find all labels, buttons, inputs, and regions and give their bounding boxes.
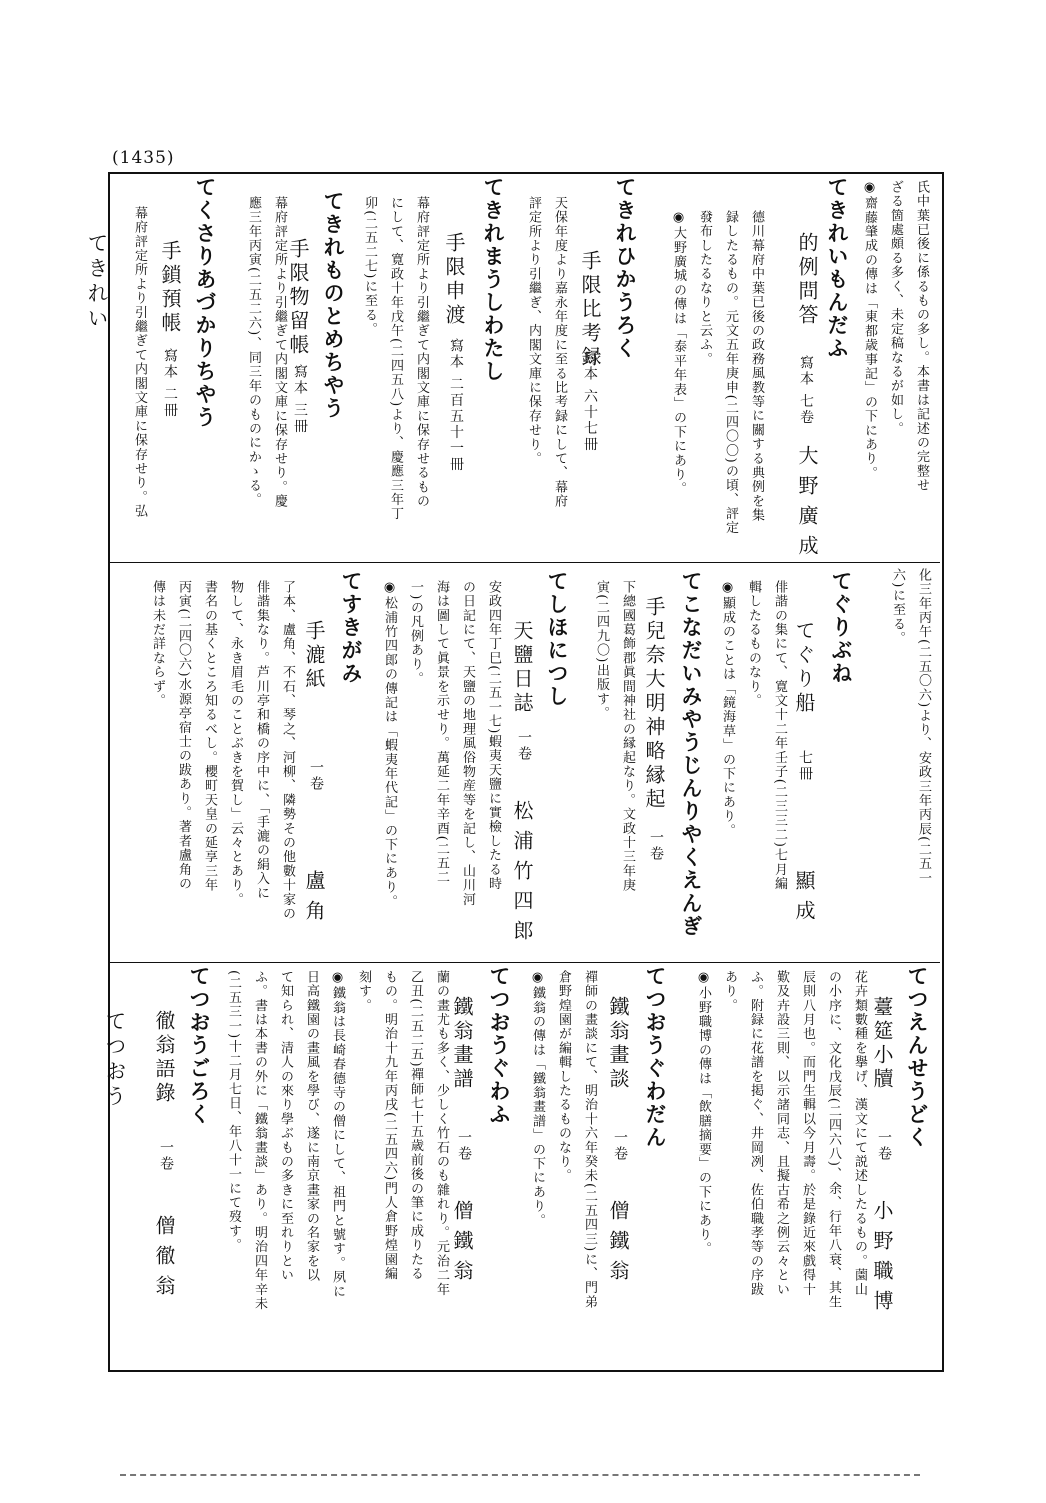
entry-volumes: 一卷 — [876, 1130, 892, 1162]
continuation-text: 化三年丙午(二五〇六)より、安政三年丙辰(二五一 六)に至る。 — [890, 568, 931, 886]
entry-reading: てくさりあづかりちやう — [193, 176, 218, 429]
entry-reading: てきれまうしわたし — [481, 176, 506, 383]
bottom-edge-marks — [120, 1474, 920, 1478]
entry-body: 安政四年丁巳(二五一七)蝦夷天鹽に實檢したる時 の日記にて、天鹽の地理風俗物産等を記し、山川河 海は圖して眞景を示せり。萬延二年辛酉(二五二 一)の凡例あり。 ◉松浦竹四郎の傳記は「蝦夷年代記」の下にあり。 — [382, 580, 501, 909]
entry-author: 大野廣成 — [795, 445, 819, 565]
entry-volumes: 寫本 六十七冊 — [582, 350, 598, 453]
entry-reading: てつおうぐわふ — [487, 965, 512, 1126]
entry-volumes: 一卷 — [516, 730, 532, 762]
entry-volumes: 寫本 二百五十一冊 — [448, 338, 464, 473]
entry-author: 盧角 — [302, 870, 326, 930]
entry-reading: てつおうごろく — [187, 965, 212, 1126]
entry-title: 手鎖預帳 — [158, 240, 182, 336]
entry-author: 顯成 — [792, 870, 816, 930]
entry-body: 禪師の畫談にて、明治十六年癸未(二五四三)に、門弟 倉野煌園が編輯したるものなり。 ◉鐵翁の傳は「鐵翁畫譜」の下にあり。 — [530, 970, 597, 1310]
entry-title: てぐり船 — [792, 620, 816, 716]
entry-author: 松浦竹四郎 — [510, 800, 534, 950]
entry-volumes: 寫本 三冊 — [292, 364, 308, 435]
entry-title: 鐵翁畫譜 — [450, 996, 474, 1092]
entry-body: 俳諧の集にて、寛文十二年壬子(二三三二)七月編 輯したるものなり。 ◉顯成のことは「鏡海草」の下にあり。 — [720, 580, 787, 891]
entry-reading: てつえんせうどく — [905, 965, 930, 1149]
margin-label-top: てきれい — [85, 232, 109, 332]
entry-volumes: 七冊 — [797, 750, 813, 782]
entry-reading: てきれいもんだふ — [825, 176, 850, 360]
entry-title: 的例問答 — [795, 232, 819, 328]
entry-reading: てつおうぐわだん — [643, 965, 668, 1149]
entry-body: 幕府評定所より引繼ぎて内閣文庫に保存せり。弘 — [132, 206, 147, 519]
section-divider-2 — [108, 962, 940, 963]
entry-volumes: 寫本 二冊 — [162, 348, 178, 419]
entry-reading: てすきがみ — [339, 570, 364, 685]
entry-volumes: 一卷 — [648, 830, 664, 862]
margin-label-bottom: てつおう — [103, 1010, 127, 1110]
entry-volumes: 一卷 — [158, 1140, 174, 1172]
entry-volumes: 一卷 — [308, 760, 324, 792]
entry-title: 手兒奈大明神略縁起 — [642, 596, 666, 812]
entry-reading: てこなだいみやうじんりやくえんぎ — [679, 570, 704, 938]
entry-author: 僧鐵翁 — [450, 1200, 474, 1290]
entry-body: 下總國葛飾郡眞間神社の縁起なり。文政十三年庚 寅(二四九〇)出版す。 — [594, 580, 635, 893]
entry-title: 手限申渡 — [442, 232, 466, 328]
entry-body: 天保年度より嘉永年度に至る比考録にして、幕府 評定所より引繼ぎ、内閣文庫に保存せり。 — [526, 196, 567, 509]
entry-reading: てぐりぶね — [829, 570, 854, 685]
entry-reading: てきれひかうろく — [613, 176, 638, 360]
entry-title: 鐵翁畫談 — [606, 996, 630, 1092]
entry-reading: てしほにつし — [545, 570, 570, 708]
page-number: (1435) — [112, 148, 175, 168]
entry-body: 幕府評定所より引繼ぎて内閣文庫に保存せり。慶 應三年丙寅(二五二六)、同三年のものにかゝる。 — [246, 196, 287, 509]
entry-body: 幕府評定所より引繼ぎて内閣文庫に保存せるもの にして、寛政十年戊午(二四五八)より、慶應三年丁 卯(二五二七)に至る。 — [362, 196, 429, 521]
continuation-text: 氏中葉已後に係るもの多し。本書は記述の完整せ ざる箇處頗る多く、未定稿なるが如し。 ◉齋藤肇成の傳は「東都歳事記」の下にあり。 — [862, 180, 929, 493]
entry-reading: てきれものとめちやう — [321, 190, 346, 420]
entry-title: 徹翁語錄 — [152, 1010, 176, 1106]
entry-author: 僧鐵翁 — [606, 1200, 630, 1290]
entry-volumes: 寫本 七卷 — [798, 355, 814, 426]
entry-body: 了本、盧角、不石、琴之、河柳、隣勢その他數十家の 俳諧集なり。芦川亭和橋の序中に、「手漉の絹入に 物して、永き眉毛のことぶきを賀し」云々とあり。 書名の基くところ知るべし。櫻町天皇の延享三年 丙寅(二四〇六)水源亭宿士の跋あり。著者盧角の 傳は未だ詳ならず。 — [150, 580, 295, 921]
entry-volumes: 一卷 — [456, 1130, 472, 1162]
entry-title: 手漉紙 — [302, 620, 326, 692]
entry-body: 蘭の畫尤も多く、少しく竹石のも雜れり。元治二年 乙丑(二五二五)禪師七十五歳前後の筆に成りたる もの。明治十九年丙戌(二五四六)門人倉野煌園編 刻す。 ◉鐵翁は長崎春德寺の僧にして、祖門と號す。夙に 日高鐵園の畫風を學び、遂に南京畫家の名家を以 て知られ、清人の來り學ぶもの多きに至れりとい ふ。書は本書の外に「鐵翁畫談」あり。明治四年辛未 (二五三一)十二月七日、年八十一にて歿す。 — [226, 970, 449, 1311]
entry-title: 薹筵小牘 — [870, 996, 894, 1092]
entry-author: 僧徹翁 — [152, 1215, 176, 1305]
entry-title: 手限物留帳 — [286, 238, 310, 358]
entry-body: 花卉類數種を擧げ、漢文にて説述したるもの。薗山 の小序に、文化戊辰(二四六八)、余、行年八衰、其生 辰則八月也。而門生輯以今月壽。於是錄近來戲得十 歎及卉設三則、以示諸同志、且擬古希之例云々とい ふ。附録に花譜を掲ぐ、井岡冽、佐伯職孝等の序跋 あり。 ◉小野職博の傳は「飲膳摘要」の下にあり。 — [696, 970, 867, 1310]
entry-author: 小野職博 — [870, 1200, 894, 1320]
entry-title: 手限比考録 — [578, 250, 602, 370]
entry-body: 德川幕府中葉已後の政務風教等に關する典例を集 録したるもの。元文五年庚申(二四〇〇)の頃、評定 發布したるなりと云ふ。 ◉大野廣城の傳は「泰平年表」の下にあり。 — [671, 210, 764, 535]
entry-volumes: 一卷 — [612, 1130, 628, 1162]
entry-title: 天鹽日誌 — [510, 620, 534, 716]
